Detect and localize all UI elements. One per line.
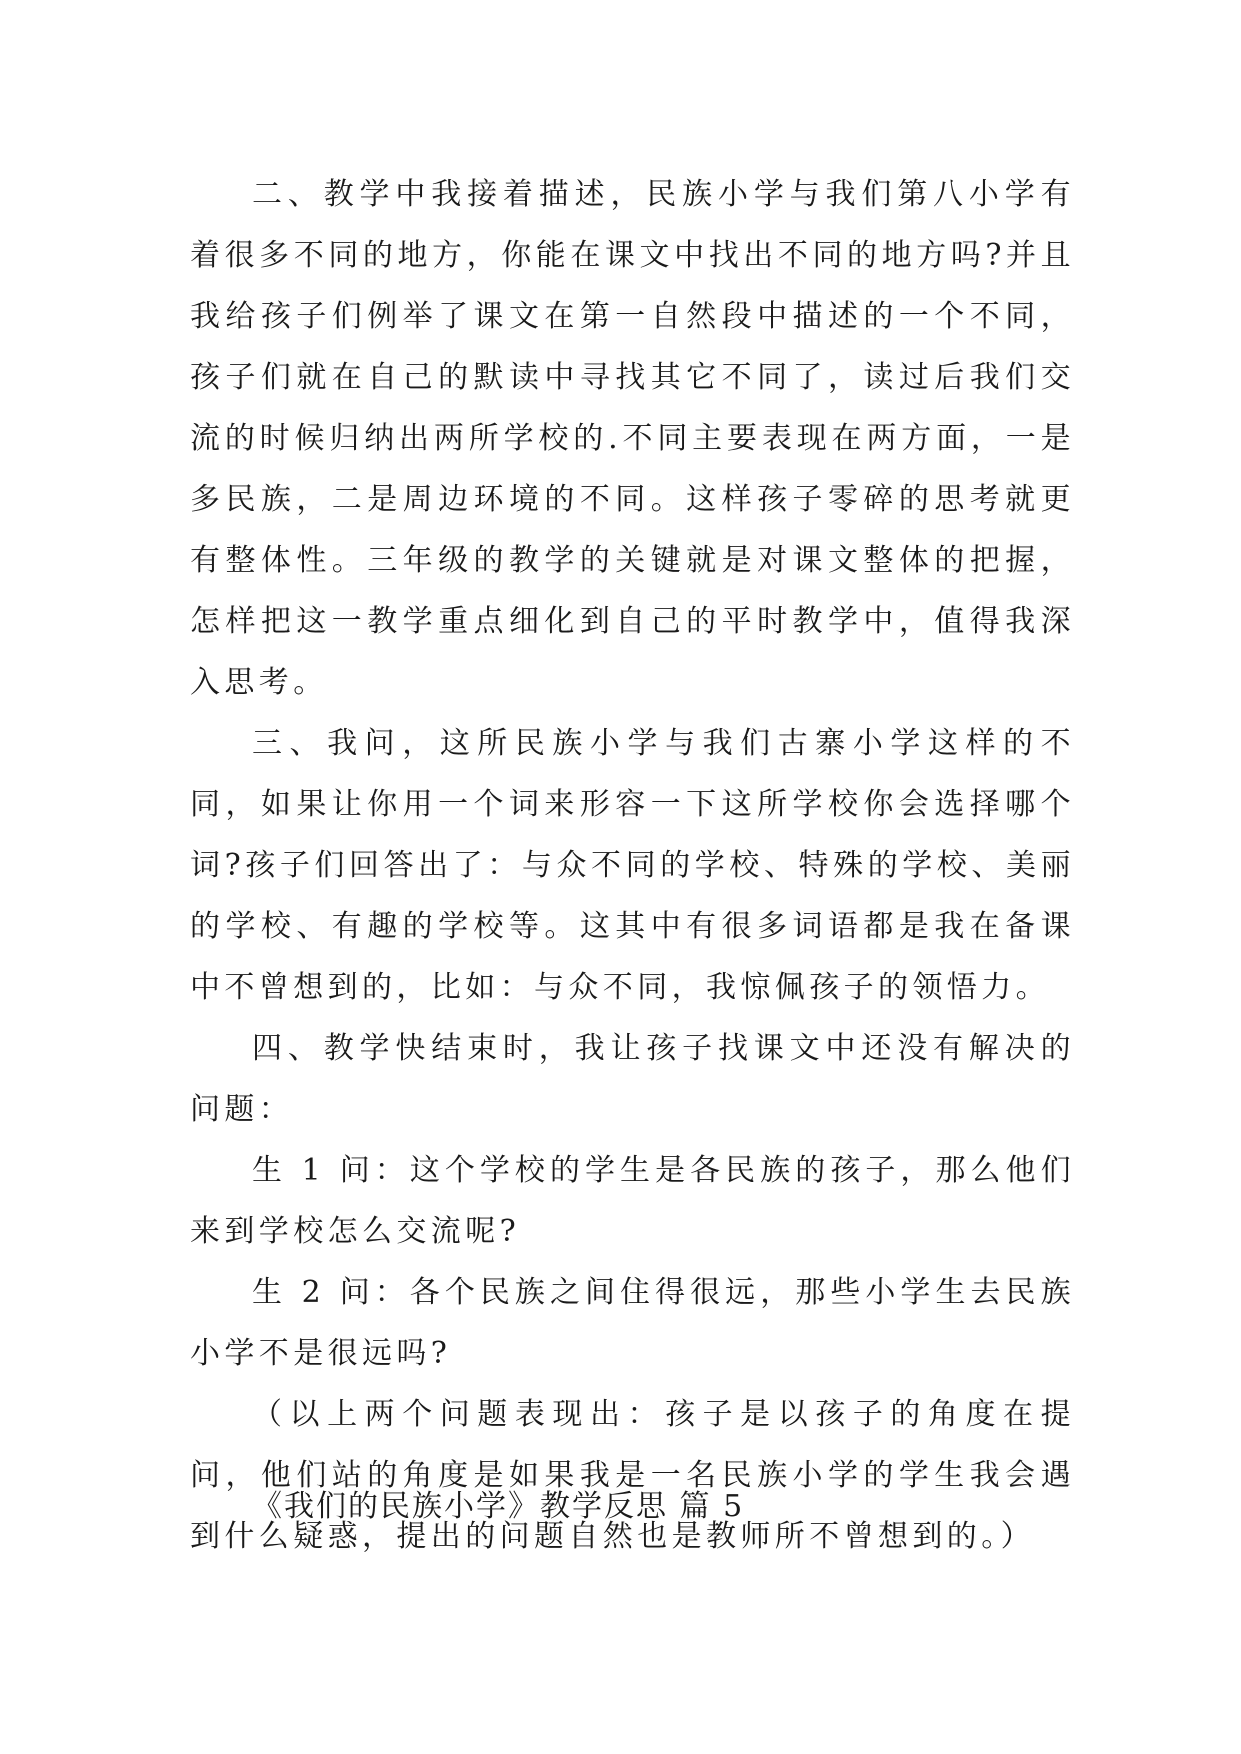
section-heading: 《我们的民族小学》教学反思 篇 5 xyxy=(252,1489,745,1524)
student-question-2: 生 2 问：各个民族之间住得很远，那些小学生去民族小学不是很远吗? xyxy=(190,1275,1075,1371)
paragraph-2: 二、教学中我接着描述，民族小学与我们第八小学有着很多不同的地方，你能在课文中找出不同的地方吗?并且我给孩子们例举了课文在第一自然段中描述的一个不同，孩子们就在自己的默读中寻找其它不同了，读过后我们交流的时候归纳出两所学校的.不同主要表现在两方面，一是多民族，二是周边环境的不同。这样孩子零碎的思考就更有整体性。三年级的教学的关键就是对课文整体的把握，怎样把这一教学重点细化到自己的平时教学中，值得我深入思考。 xyxy=(190,177,1075,700)
body-text xyxy=(190,164,1075,1567)
student-question-1: 生 1 问：这个学校的学生是各民族的孩子，那么他们来到学校怎么交流呢? xyxy=(190,1153,1075,1249)
commentary-note: （以上两个问题表现出：孩子是以孩子的角度在提问，他们站的角度是如果我是一名民族小学的学生我会遇到什么疑惑，提出的问题自然也是教师所不曾想到的。） xyxy=(190,1397,1075,1554)
paragraph-3: 三、我问，这所民族小学与我们古寨小学这样的不同，如果让你用一个词来形容一下这所学校你会选择哪个词?孩子们回答出了：与众不同的学校、特殊的学校、美丽的学校、有趣的学校等。这其中有很多词语都是我在备课中不曾想到的，比如：与众不同，我惊佩孩子的领悟力。 xyxy=(190,726,1075,1005)
paragraph-4: 四、教学快结束时，我让孩子找课文中还没有解决的问题： xyxy=(190,1031,1075,1127)
